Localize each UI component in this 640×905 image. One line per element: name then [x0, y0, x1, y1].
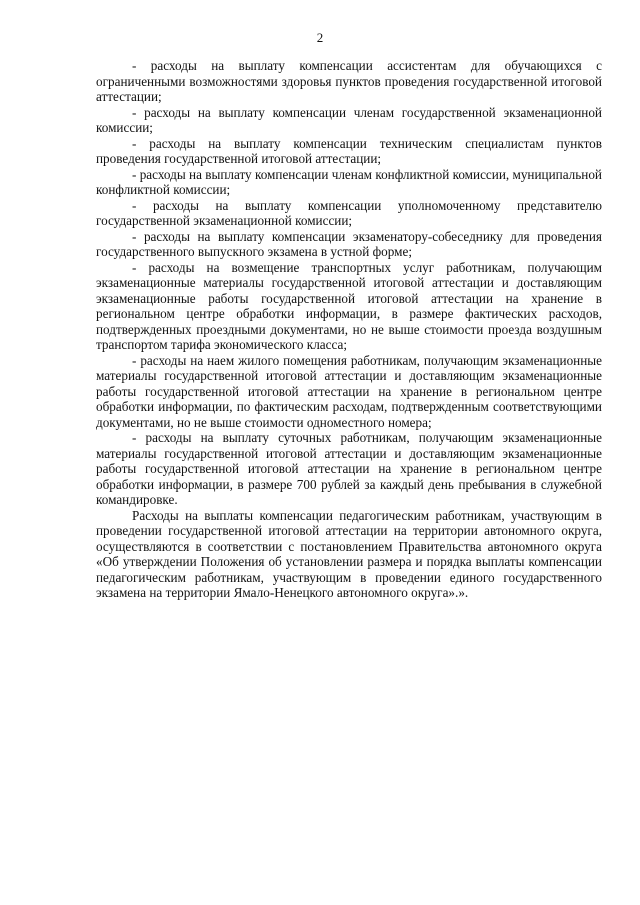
paragraph-technical-specialists-compensation: - расходы на выплату компенсации техническим специалистам пунктов проведения государственной итоговой аттестации;: [96, 135, 602, 166]
paragraph-assistants-compensation: - расходы на выплату компенсации ассистентам для обучающихся с ограниченными возможностями здоровья пунктов проведения государственной итоговой аттестации;: [96, 58, 602, 104]
paragraph-commission-members-compensation: - расходы на выплату компенсации членам государственной экзаменационной комиссии;: [96, 104, 602, 135]
document-body: [96, 58, 602, 601]
paragraph-teachers-compensation: Расходы на выплаты компенсации педагогическим работникам, участвующим в проведении государственной итоговой аттестации на территории автономного округа, осуществляются в соответствии с постановлением Правительства автономного округа «Об утверждении Положения об установлении размера и порядка выплаты компенсации педагогическим работникам, участвующим в проведении единого государственного экзамена на территории Ямало-Ненецкого автономного округа».».: [96, 507, 602, 600]
paragraph-examiner-interlocutor-compensation: - расходы на выплату компенсации экзаменатору-собеседнику для проведения государственного выпускного экзамена в устной форме;: [96, 228, 602, 259]
paragraph-daily-allowance: - расходы на выплату суточных работникам, получающим экзаменационные материалы государственной итоговой аттестации и доставляющим экзаменационные работы государственной итоговой аттестации на хранение в региональном центре обработки информации, в размере 700 рублей за каждый день пребывания в служебной командировке.: [96, 430, 602, 507]
paragraph-transport-expenses: - расходы на возмещение транспортных услуг работникам, получающим экзаменационные материалы государственной итоговой аттестации и доставляющим экзаменационные работы государственной итоговой аттестации на хранение в региональном центре обработки информации, в размере фактических расходов, подтвержденных проездными документами, но не выше стоимости проезда воздушным транспортом тарифа экономического класса;: [96, 259, 602, 352]
paragraph-conflict-commission-compensation: - расходы на выплату компенсации членам конфликтной комиссии, муниципальной конфликтной комиссии;: [96, 166, 602, 197]
paragraph-authorized-representative-compensation: - расходы на выплату компенсации уполномоченному представителю государственной экзаменационной комиссии;: [96, 197, 602, 228]
page-number: 2: [316, 30, 324, 45]
paragraph-accommodation-expenses: - расходы на наем жилого помещения работникам, получающим экзаменационные материалы государственной итоговой аттестации и доставляющим экзаменационные работы государственной итоговой аттестации на хранение в региональном центре обработки информации, по фактическим расходам, подтвержденным соответствующими документами, но не выше стоимости одноместного номера;: [96, 352, 602, 430]
